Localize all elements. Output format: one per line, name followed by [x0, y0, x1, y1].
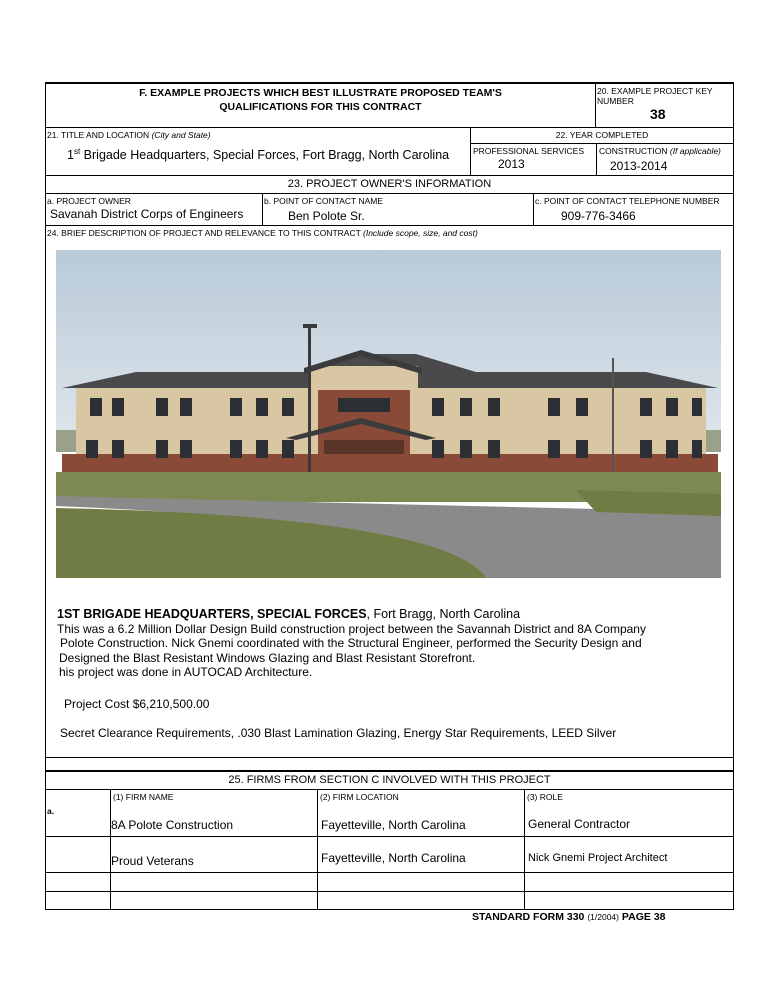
project-cost: Project Cost $6,210,500.00	[64, 697, 210, 711]
description-heading-bold: 1ST BRIGADE HEADQUARTERS, SPECIAL FORCES	[57, 607, 367, 621]
rule-desc-bottom	[45, 757, 734, 758]
form-footer	[472, 911, 666, 923]
rule-row3	[45, 193, 734, 194]
construction-value: 2013-2014	[610, 159, 668, 173]
firms-col-role: (3) ROLE	[527, 792, 563, 802]
firm-1-role: General Contractor	[528, 817, 631, 831]
lamp-post-left	[308, 326, 311, 494]
description-label-note: (Include scope, size, and cost)	[363, 228, 478, 238]
rule-firms-header	[45, 789, 734, 790]
key-number-value: 38	[650, 106, 666, 122]
description-line2: Polote Construction. Nick Gnemi coordinated with the Structural Engineer, performed the Security Design and	[60, 636, 642, 650]
firm-row-rule-3	[45, 891, 734, 892]
prof-services-value: 2013	[498, 157, 525, 171]
frame-right	[733, 82, 734, 910]
construction-label	[599, 146, 721, 156]
lamp-post-right	[612, 358, 614, 478]
rule-row2	[45, 175, 734, 176]
wall-left-wing	[76, 388, 311, 458]
row-a-letter: a.	[47, 806, 55, 816]
phone-value: 909-776-3466	[561, 209, 636, 223]
wall-right-wing	[416, 388, 706, 458]
section-title-line2: QUALIFICATIONS FOR THIS CONTRACT	[219, 101, 422, 113]
title-location-label	[47, 130, 211, 140]
description-line3: Designed the Blast Resistant Windows Glazing and Blast Resistant Storefront.	[59, 650, 476, 665]
divider-key	[595, 82, 596, 128]
phone-label: c. POINT OF CONTACT TELEPHONE NUMBER	[535, 196, 720, 206]
firm-row-rule-1	[45, 836, 734, 837]
rule-row1	[45, 127, 734, 128]
description-label	[47, 228, 478, 238]
year-completed-label: 22. YEAR COMPLETED	[555, 130, 649, 140]
construction-label-note: (If applicable)	[669, 146, 721, 156]
construction-label-text: CONSTRUCTION	[599, 146, 668, 156]
firm-2-role: Nick Gnemi Project Architect	[528, 852, 668, 864]
title-sup: st	[73, 147, 81, 156]
owner-value: Savanah District Corps of Engineers	[50, 207, 244, 221]
divider-owner-contact	[262, 193, 263, 226]
footer-page: PAGE 38	[621, 911, 666, 923]
description-heading	[57, 607, 727, 622]
firm-2-location: Fayetteville, North Carolina	[321, 851, 466, 865]
footer-date: (1/2004)	[587, 912, 619, 922]
title-location-value	[67, 145, 449, 162]
firms-col-location: (2) FIRM LOCATION	[320, 792, 399, 802]
description-line1: This was a 6.2 Million Dollar Design Build construction project between the Savannah District and 8A Company	[57, 621, 646, 636]
owner-info-header: 23. PROJECT OWNER'S INFORMATION	[287, 178, 492, 190]
description-line4: his project was done in AUTOCAD Architecture.	[59, 665, 313, 679]
firm-1-name: 8A Polote Construction	[111, 818, 234, 832]
divider-contact-phone	[533, 193, 534, 226]
title-prefix: 1	[67, 148, 74, 163]
lamp-head-left	[303, 324, 317, 328]
firms-header: 25. FIRMS FROM SECTION C INVOLVED WITH THIS PROJECT	[228, 774, 551, 786]
firms-col-name: (1) FIRM NAME	[113, 792, 174, 802]
divider-prof-const	[596, 143, 597, 176]
frame-bottom	[45, 909, 734, 910]
description-heading-rest: , Fort Bragg, North Carolina	[366, 607, 521, 621]
firm-2-name: Proud Veterans	[111, 854, 194, 868]
description-label-text: 24. BRIEF DESCRIPTION OF PROJECT AND RELEVANCE TO THIS CONTRACT	[47, 228, 361, 238]
rule-row4	[45, 225, 734, 226]
rule-firms-top	[45, 770, 734, 772]
rule-year-sub	[470, 143, 734, 144]
description-body	[57, 607, 727, 680]
project-photo	[56, 250, 721, 578]
contact-value: Ben Polote Sr.	[288, 209, 365, 223]
requirements: Secret Clearance Requirements, .030 Blast Lamination Glazing, Energy Star Requirements, LEED Silver	[60, 726, 617, 740]
firm-1-location: Fayetteville, North Carolina	[321, 818, 466, 832]
frame-top	[45, 82, 734, 84]
prof-services-label: PROFESSIONAL SERVICES	[473, 146, 585, 156]
title-rest: Brigade Headquarters, Special Forces, Fort Bragg, North Carolina	[80, 148, 450, 163]
title-location-label-text: 21. TITLE AND LOCATION	[47, 130, 150, 140]
firm-row-rule-2	[45, 872, 734, 873]
contact-label: b. POINT OF CONTACT NAME	[264, 196, 384, 206]
section-title	[46, 86, 595, 114]
key-number-label: 20. EXAMPLE PROJECT KEY NUMBER	[597, 86, 713, 106]
section-title-line1: F. EXAMPLE PROJECTS WHICH BEST ILLUSTRATE PROPOSED TEAM'S	[139, 87, 502, 99]
title-location-label-note: (City and State)	[151, 130, 211, 140]
owner-label: a. PROJECT OWNER	[47, 196, 131, 206]
footer-form: STANDARD FORM 330	[472, 911, 585, 923]
